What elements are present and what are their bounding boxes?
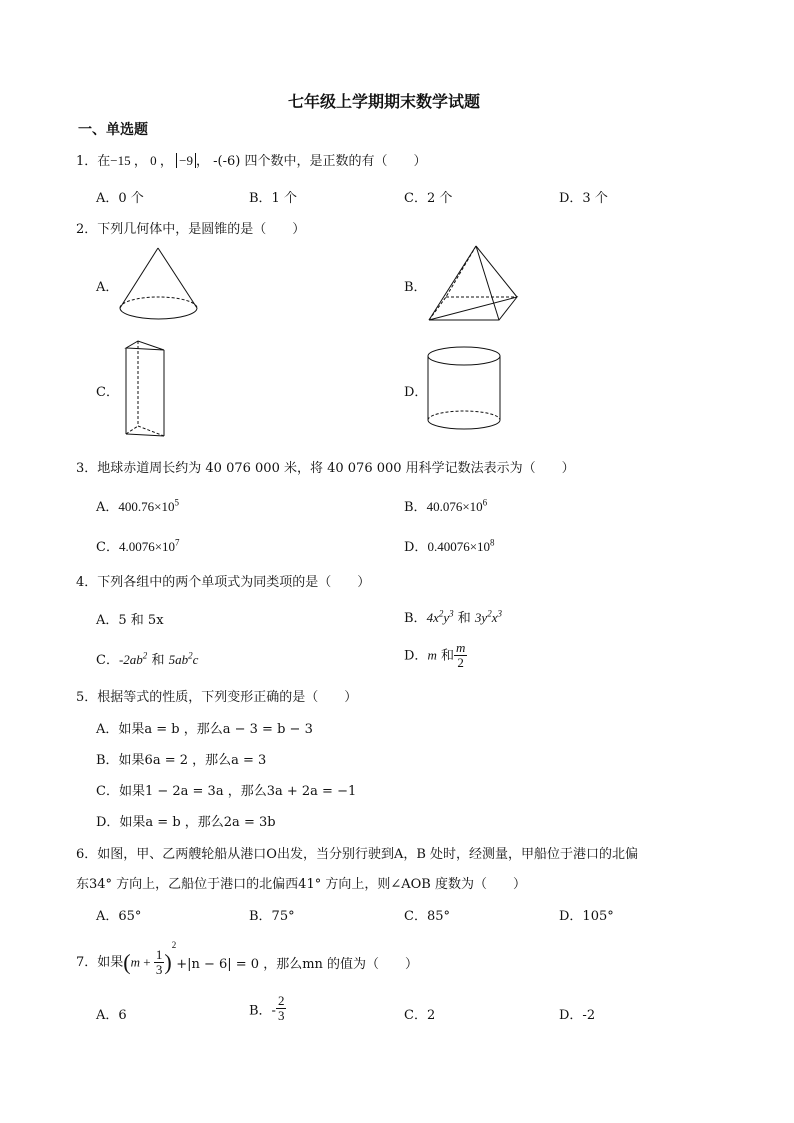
q1-numbers: −15 ， 0 ， [110, 153, 177, 168]
q3-option-a[interactable] [96, 496, 179, 515]
q4-option-d[interactable]: D．m 和 $\frac{m}{2}$ [404, 640, 466, 671]
q7-option-a[interactable]: A．6 [96, 1008, 127, 1023]
question-number: 5． [76, 690, 98, 705]
q4-text: 下列各组中的两个单项式为同类项的是（ ） [97, 575, 371, 590]
q6-option-b[interactable]: B．75° [249, 909, 295, 924]
option-label: C． [96, 540, 119, 555]
question-5 [76, 686, 357, 705]
q3-text: 地球赤道周长约为 40 076 000 米，将 40 076 000 用科学记数法表示为（ ） [97, 461, 575, 476]
q1-absolute-value: −9 [176, 153, 196, 168]
q2-option-c[interactable]: C． [96, 385, 119, 400]
q2-option-d[interactable]: D． [404, 385, 428, 400]
q1-option-b[interactable]: B．1 个 [249, 191, 297, 206]
q5-option-a[interactable]: A．如果a = b ，那么a − 3 = b − 3 [96, 722, 313, 737]
option-label: D． [404, 540, 428, 555]
q3-option-d[interactable] [404, 536, 495, 555]
cone-figure [115, 245, 205, 325]
q1-option-a[interactable]: A．0 个 [96, 191, 144, 206]
cylinder-figure [426, 344, 506, 434]
q1-option-c[interactable]: C．2 个 [404, 191, 453, 206]
q6-text-line1: 如图，甲、乙两艘轮船从港口O出发，当分别行驶到A，B 处时，经测量，甲船位于港口的北偏 [97, 847, 639, 862]
q3-option-c[interactable] [96, 536, 180, 555]
question-number: 1． [76, 154, 98, 169]
question-number: 3． [76, 461, 98, 476]
option-value: 0.40076×10 [427, 539, 491, 554]
option-exponent: 6 [482, 497, 488, 508]
q6-option-d[interactable]: D．105° [559, 909, 614, 924]
option-value: 40.076×10 [426, 499, 483, 514]
q5-option-b[interactable]: B．如果6a = 2 ，那么a = 3 [96, 753, 267, 768]
q1-option-d[interactable]: D．3 个 [559, 191, 608, 206]
q2-option-a[interactable]: A． [96, 280, 119, 295]
q7-option-d[interactable]: D．-2 [559, 1008, 596, 1023]
pyramid-figure [424, 242, 524, 327]
question-4 [76, 571, 370, 590]
q5-option-d[interactable]: D．如果a = b ，那么2a = 3b [96, 815, 276, 830]
question-1 [76, 150, 426, 169]
q2-option-b[interactable]: B． [404, 280, 427, 295]
q6-option-c[interactable]: C．85° [404, 909, 450, 924]
option-label: C． [96, 653, 119, 668]
option-label: D． [404, 648, 428, 664]
question-number: 2． [76, 222, 98, 237]
option-exponent: 8 [490, 537, 495, 548]
q3-option-b[interactable] [404, 496, 487, 515]
option-label: A． [96, 500, 119, 515]
q4-option-b[interactable]: B．$4x^2y^3$ 和 $3y^2x^3$ [404, 608, 502, 626]
q4-option-a[interactable]: A．5 和 5x [96, 613, 164, 628]
question-6 [76, 843, 638, 862]
question-3 [76, 457, 575, 476]
q7-text-start: 如果 [97, 955, 124, 970]
q1-text-start: 在 [97, 154, 111, 169]
question-number: 6． [76, 847, 98, 862]
option-exponent: 7 [175, 537, 180, 548]
question-number: 4． [76, 575, 98, 590]
q5-text: 根据等式的性质，下列变形正确的是（ ） [97, 690, 358, 705]
exponent: 2 [171, 940, 177, 950]
q4-option-c[interactable]: C．$-2ab^2$ 和 $5ab^2c$ [96, 650, 199, 668]
option-label: B． [404, 500, 427, 515]
q7-text-end: +|n − 6| = 0 ，那么mn 的值为（ ） [176, 957, 419, 972]
q7-option-b[interactable] [249, 994, 286, 1024]
q6-text-line2: 东34° 方向上，乙船位于港口的北偏西41° 方向上，则∠AOB 度数为（ ） [76, 877, 526, 892]
section-heading: 一、单选题 [78, 122, 148, 138]
question-2 [76, 218, 305, 237]
option-label: B．- [249, 1003, 276, 1019]
question-7: 7．如果(m + $\frac{1}{3}$ )$^2$+|n − 6| = 0 ，那么mn 的值为（ ） [76, 940, 419, 977]
fraction: $\frac{m}{2}$ [455, 640, 466, 671]
option-label: B． [404, 611, 427, 626]
q6-option-a[interactable]: A．65° [96, 909, 142, 924]
and-word: 和 [151, 653, 165, 668]
q5-option-c[interactable]: C．如果1 − 2a = 3a ，那么3a + 2a = −1 [96, 784, 357, 799]
question-number: 7． [76, 955, 98, 970]
option-value: 400.76×10 [118, 499, 175, 514]
fraction: $\frac{1}{3}$ [155, 946, 163, 977]
option-value: 4.0076×10 [118, 539, 176, 554]
prism-figure [122, 338, 177, 440]
q7-option-c[interactable]: C．2 [404, 1008, 436, 1023]
and-word: 和 [440, 648, 454, 664]
option-exponent: 5 [174, 497, 179, 508]
page-title: 七年级上学期期末数学试题 [288, 92, 481, 111]
and-word: 和 [457, 611, 471, 626]
fraction: $\frac{2}{3}$ [277, 993, 285, 1024]
q2-text: 下列几何体中，是圆锥的是（ ） [97, 222, 306, 237]
q1-text-end: ， -(-6) 四个数中，是正数的有（ ） [195, 154, 427, 169]
